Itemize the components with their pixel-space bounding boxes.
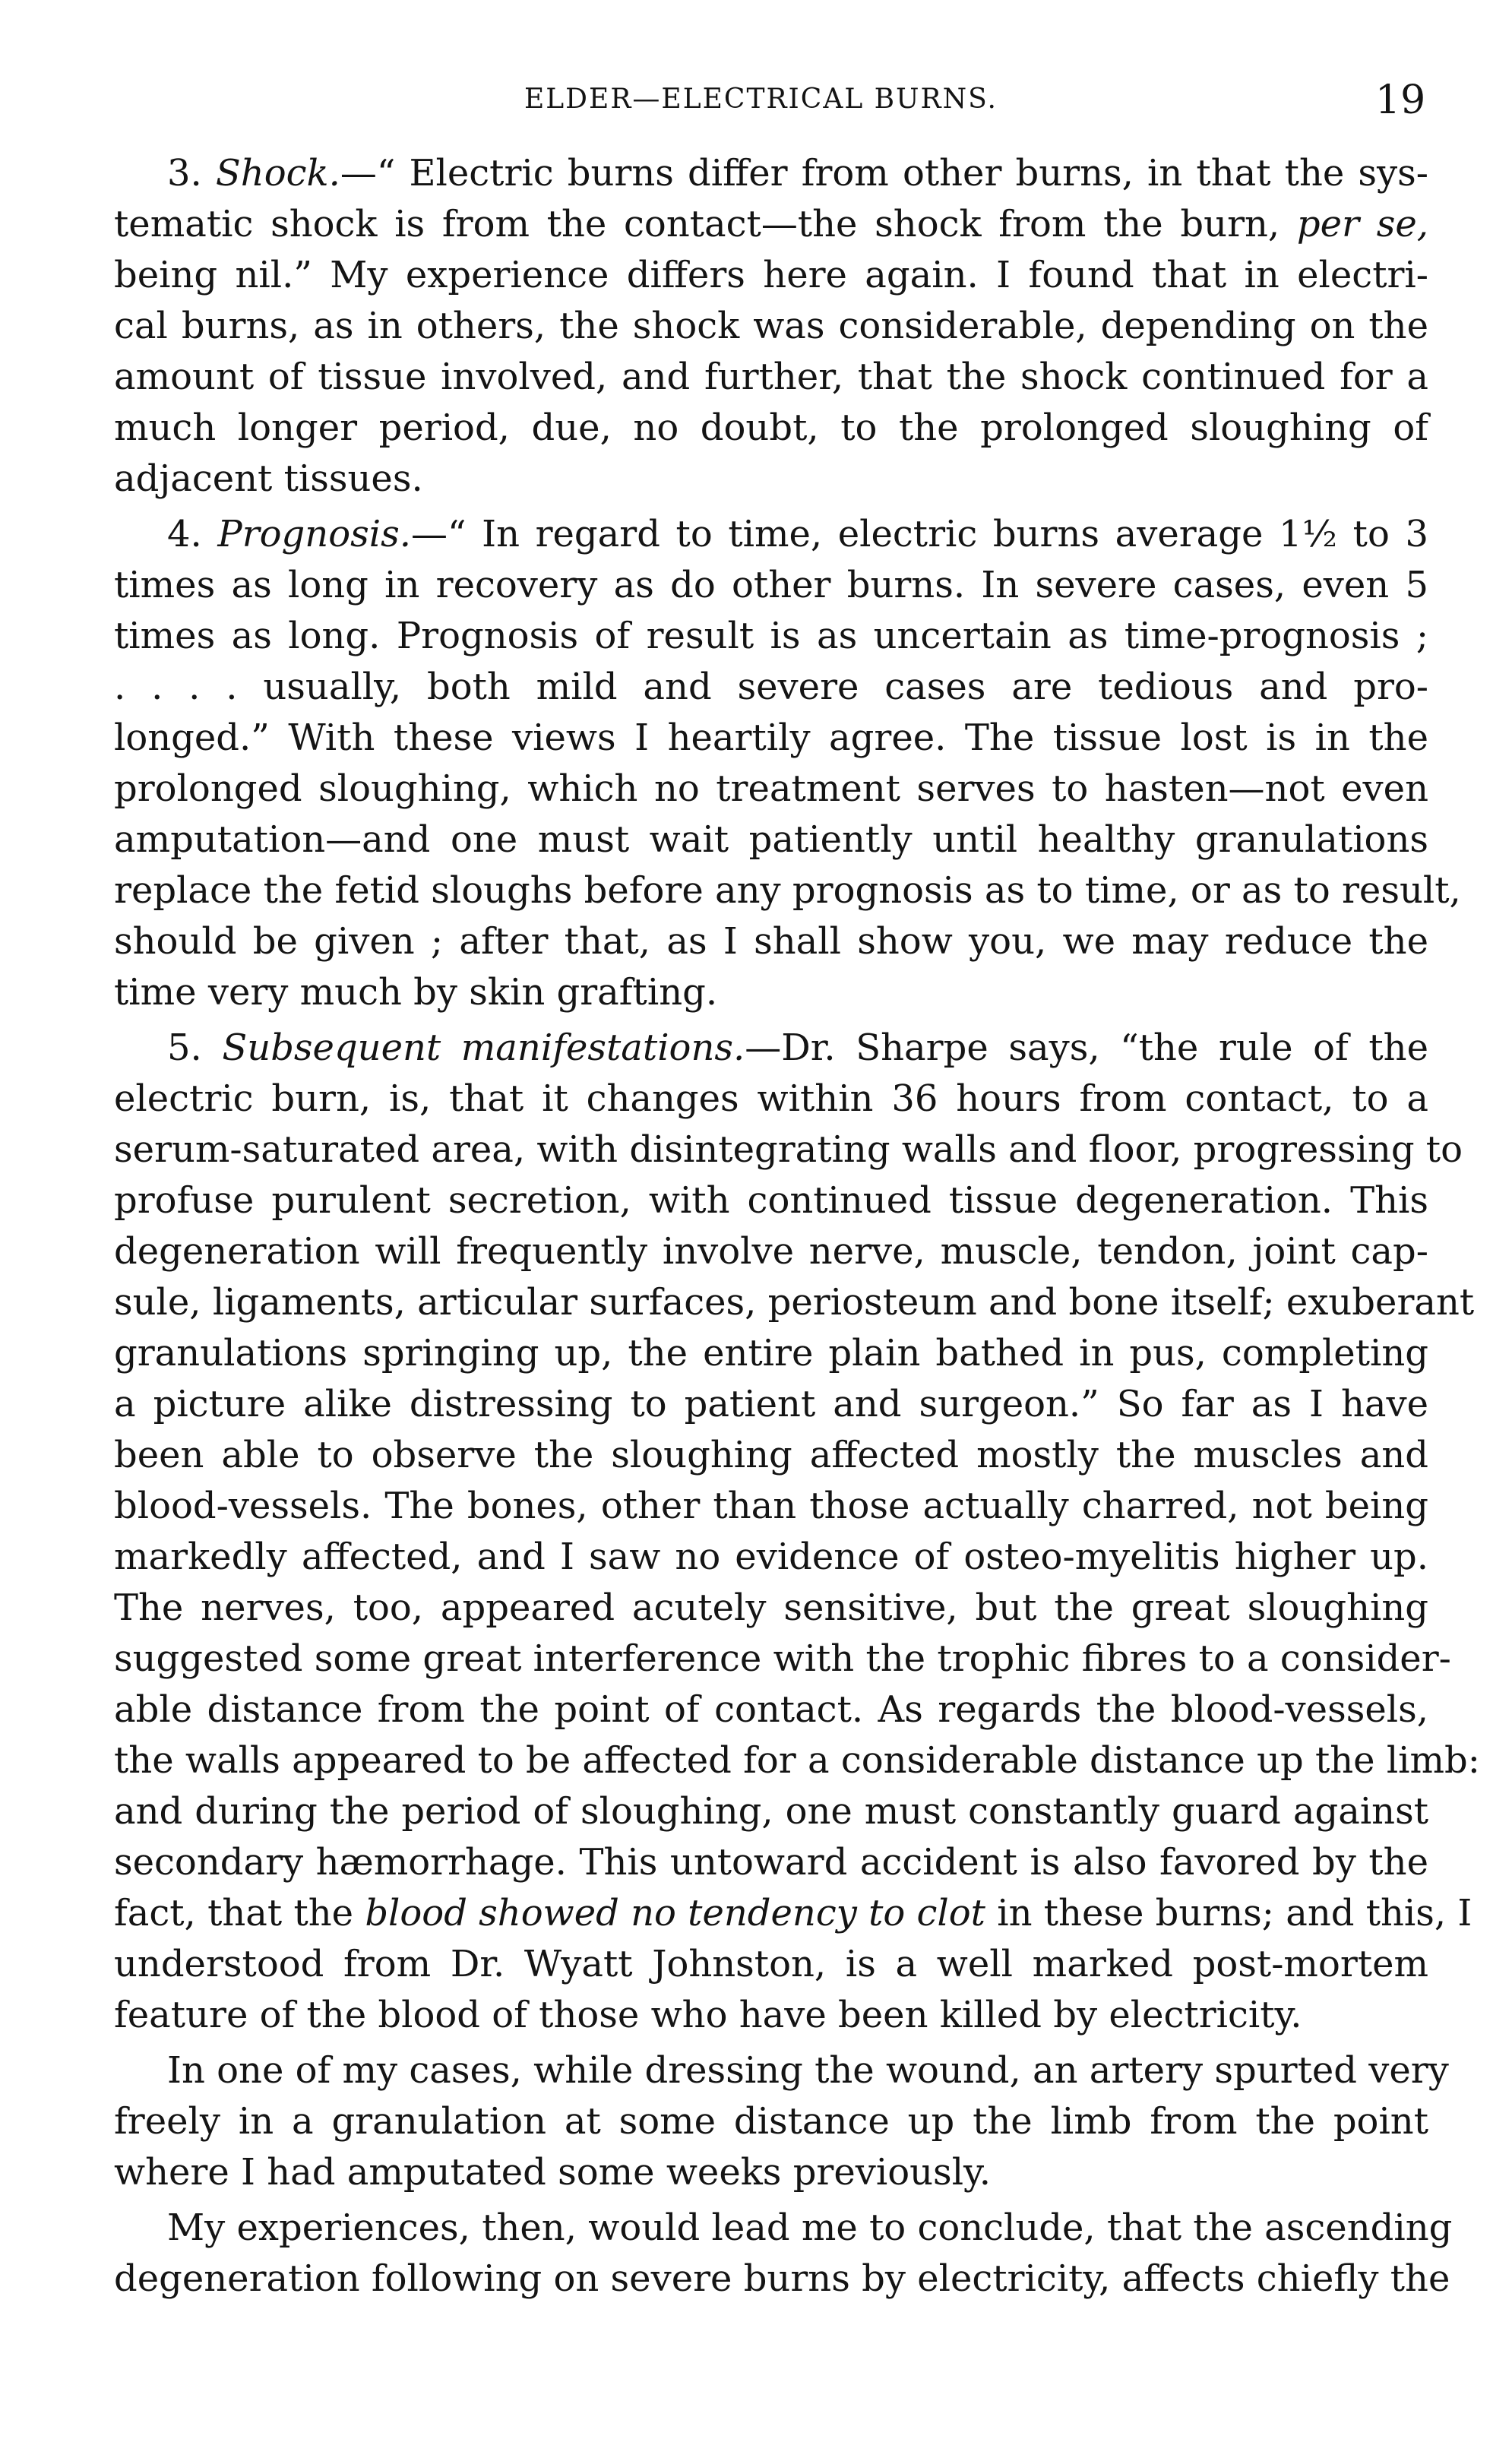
text-line (114, 713, 1428, 764)
text-line (114, 1277, 1475, 1328)
text-line (114, 1939, 1428, 1990)
text-line (114, 2254, 1450, 2304)
text-line (114, 148, 1428, 199)
text-run: 5. (167, 1026, 223, 1069)
text-run: able distance from the point of contact. As regards the blood-vessels, (114, 1688, 1428, 1731)
text-line (114, 301, 1428, 352)
text-line (114, 1125, 1463, 1175)
text-line (114, 199, 1428, 250)
text-line (114, 509, 1428, 560)
text-run: secondary hæmorrhage. This untoward accident is also favored by the (114, 1841, 1428, 1884)
text-run: feature of the blood of those who have been killed by electricity. (114, 1994, 1302, 2036)
paragraph-gap (114, 2304, 1428, 2309)
text-run: time very much by skin grafting. (114, 971, 718, 1014)
text-run: cal burns, as in others, the shock was considerable, depending on the (114, 305, 1428, 347)
text-run: much longer period, due, no doubt, to the prolonged sloughing of (114, 406, 1428, 449)
text-run: sule, ligaments, articular surfaces, periosteum and bone itself; exuberant (114, 1281, 1475, 1324)
italic-text-run: Subsequent manifestations. (222, 1026, 745, 1069)
text-run: —Dr. Sharpe says, “the rule of the (745, 1026, 1428, 1069)
paragraph (114, 2203, 1453, 2304)
page-header (0, 77, 1512, 137)
text-run: in these burns; and this, I (985, 1892, 1472, 1934)
text-line (114, 454, 1428, 505)
text-line (114, 865, 1461, 916)
text-run: should be given ; after that, as I shall show you, we may reduce the (114, 920, 1428, 963)
paragraph (114, 148, 1428, 505)
text-run: freely in a granulation at some distance up the limb from the point (114, 2100, 1428, 2143)
text-line (114, 1634, 1451, 1684)
text-line (114, 916, 1428, 967)
text-run: My experiences, then, would lead me to conclude, that the ascending (167, 2206, 1453, 2249)
italic-text-run: blood showed no tendency to clot (365, 1892, 985, 1934)
text-line (114, 352, 1428, 403)
text-line (114, 967, 1428, 1018)
text-line (114, 1074, 1428, 1125)
paragraph (114, 509, 1461, 1018)
text-line (114, 1023, 1428, 1074)
text-run: being nil.” My experience differs here again. I found that in electri- (114, 254, 1428, 296)
text-line (114, 1583, 1428, 1634)
text-run: markedly affected, and I saw no evidence of osteo-myelitis higher up. (114, 1536, 1428, 1578)
text-run: serum-saturated area, with disintegrating walls and floor, progressing to (114, 1128, 1463, 1171)
text-line (114, 250, 1428, 301)
text-run: prolonged sloughing, which no treatment serves to hasten—not even (114, 767, 1428, 810)
text-run: —“ In regard to time, electric burns average 1½ to 3 (410, 513, 1429, 555)
text-run: times as long. Prognosis of result is as uncertain as time-prognosis ; (114, 615, 1428, 657)
text-run: blood-vessels. The bones, other than those actually charred, not being (114, 1485, 1428, 1527)
text-line (114, 2147, 1428, 2198)
text-run: adjacent tissues. (114, 457, 423, 500)
text-run: longed.” With these views I heartily agree. The tissue lost is in the (114, 716, 1428, 759)
running-head: ELDER—ELECTRICAL BURNS. (524, 84, 998, 115)
body-text (114, 148, 1480, 2309)
text-run: amount of tissue involved, and further, that the shock continued for a (114, 356, 1428, 398)
text-run: times as long in recovery as do other burns. In severe cases, even 5 (114, 564, 1428, 606)
text-line (114, 1532, 1428, 1583)
text-line (114, 1990, 1428, 2041)
text-line (114, 611, 1428, 662)
text-run: electric burn, is, that it changes within 36 hours from contact, to a (114, 1077, 1428, 1120)
text-run: replace the fetid sloughs before any prognosis as to time, or as to result, (114, 869, 1461, 912)
text-run: degeneration will frequently involve nerve, muscle, tendon, joint cap- (114, 1230, 1428, 1273)
text-line (114, 1328, 1428, 1379)
text-line (114, 815, 1428, 865)
text-line (114, 1837, 1428, 1888)
text-run: the walls appeared to be affected for a considerable distance up the limb: (114, 1739, 1480, 1782)
text-line (114, 1481, 1428, 1532)
text-line (114, 662, 1428, 713)
text-run: 3. (167, 152, 216, 195)
text-line (114, 1735, 1480, 1786)
text-run: been able to observe the sloughing affected mostly the muscles and (114, 1434, 1428, 1476)
text-run: degeneration following on severe burns by electricity, affects chiefly the (114, 2257, 1450, 2300)
text-line (114, 403, 1428, 454)
text-run: In one of my cases, while dressing the wound, an artery spurted very (167, 2049, 1449, 2092)
text-run: where I had amputated some weeks previously. (114, 2151, 992, 2194)
text-line (114, 1430, 1428, 1481)
italic-text-run: Shock. (215, 152, 340, 195)
text-run: The nerves, too, appeared acutely sensitive, but the great sloughing (114, 1586, 1428, 1629)
text-line (114, 1226, 1428, 1277)
text-run: a picture alike distressing to patient and surgeon.” So far as I have (114, 1383, 1428, 1425)
text-run: . . . . usually, both mild and severe cases are tedious and pro- (114, 666, 1428, 708)
text-line (114, 1175, 1428, 1226)
text-line (114, 1888, 1472, 1939)
text-line (114, 2203, 1453, 2254)
text-run: —“ Electric burns differ from other burns, in that the sys- (340, 152, 1428, 195)
text-run: 4. (167, 513, 218, 555)
text-run: tematic shock is from the contact—the shock from the burn, (114, 203, 1297, 245)
text-line (114, 1379, 1428, 1430)
text-run: granulations springing up, the entire plain bathed in pus, completing (114, 1332, 1428, 1374)
text-line (114, 1684, 1428, 1735)
text-line (114, 1786, 1428, 1837)
page-number: 19 (1375, 77, 1426, 123)
text-run: understood from Dr. Wyatt Johnston, is a well marked post-mortem (114, 1943, 1428, 1985)
paragraph (114, 1023, 1480, 2041)
italic-text-run: per se, (1296, 203, 1428, 245)
text-line (114, 764, 1428, 815)
text-run: profuse purulent secretion, with continued tissue degeneration. This (114, 1179, 1428, 1222)
text-run: suggested some great interference with the trophic fibres to a consider- (114, 1637, 1451, 1680)
text-run: and during the period of sloughing, one must constantly guard against (114, 1790, 1428, 1833)
text-run: fact, that the (114, 1892, 365, 1934)
text-line (114, 560, 1428, 611)
paragraph (114, 2045, 1449, 2198)
italic-text-run: Prognosis. (217, 513, 411, 555)
text-run: amputation—and one must wait patiently until healthy granulations (114, 818, 1428, 861)
text-line (114, 2045, 1449, 2096)
text-line (114, 2096, 1428, 2147)
